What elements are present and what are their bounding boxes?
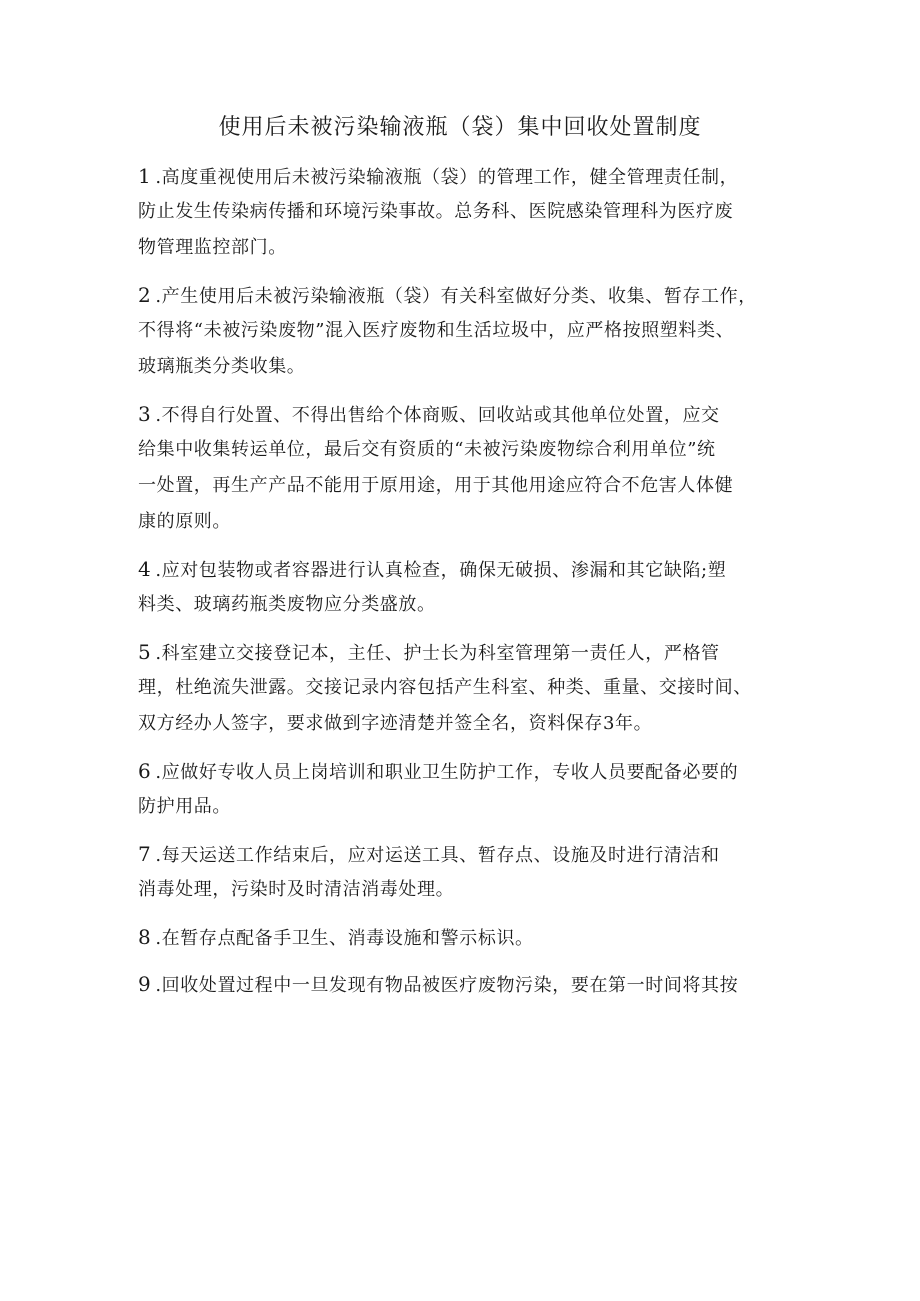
paragraph-line [138, 753, 788, 789]
paragraph-text: 理，杜绝流失泄露。交接记录内容包括产生科室、种类、重量、交接时间、 [138, 677, 752, 698]
paragraph-line [138, 468, 788, 504]
paragraph-9 [138, 966, 788, 1002]
paragraph-line [138, 230, 788, 266]
document-title: 使用后未被污染输液瓶（袋）集中回收处置制度 [218, 115, 702, 140]
paragraph-text: 不得将“未被污染废物”混入医疗废物和生活垃圾中，应严格按照塑料类、 [138, 320, 735, 341]
paragraph-text: .应做好专收人员上岗培训和职业卫生防护工作，专收人员要配备必要的 [155, 762, 739, 783]
paragraph-text: 防止发生传染病传播和环境污染事故。总务科、医院感染管理科为医疗废 [138, 201, 734, 222]
paragraph-text: .产生使用后未被污染输液瓶（袋）有关科室做好分类、收集、暂存工作， [155, 286, 757, 307]
paragraph-2 [138, 277, 788, 385]
paragraph-text: .科室建立交接登记本，主任、护士长为科室管理第一责任人，严格管 [155, 643, 720, 664]
paragraph-4 [138, 551, 788, 623]
paragraph-number: 7 [138, 842, 152, 866]
paragraph-line [138, 313, 788, 349]
paragraph-line [138, 836, 788, 872]
paragraph-text: .不得自行处置、不得出售给个体商贩、回收站或其他单位处置，应交 [155, 405, 720, 426]
paragraph-text: .在暂存点配备手卫生、消毒设施和警示标识。 [155, 928, 534, 949]
paragraph-text: .应对包装物或者容器进行认真检查，确保无破损、渗漏和其它缺陷;塑 [155, 560, 727, 581]
paragraph-line [138, 706, 788, 742]
paragraph-number: 9 [138, 972, 152, 996]
paragraph-number: 4 [138, 557, 152, 581]
paragraph-line [138, 349, 788, 385]
paragraph-text: .高度重视使用后未被污染输液瓶（袋）的管理工作，健全管理责任制， [155, 167, 739, 188]
paragraph-8 [138, 919, 788, 955]
paragraph-number: 5 [138, 640, 152, 664]
paragraph-number: 2 [138, 283, 152, 307]
paragraph-7 [138, 836, 788, 908]
paragraph-text: 玻璃瓶类分类收集。 [138, 356, 306, 377]
paragraph-number: 6 [138, 759, 152, 783]
paragraph-text: 消毒处理，污染时及时清洁消毒处理。 [138, 879, 455, 900]
paragraph-3 [138, 396, 788, 540]
paragraph-line [138, 670, 788, 706]
paragraph-line [138, 966, 788, 1002]
paragraph-text: 双方经办人签字，要求做到字迹清楚并签全名，资料保存3年。 [138, 713, 653, 734]
paragraph-line [138, 634, 788, 670]
document-body [138, 158, 788, 1013]
paragraph-text: 防护用品。 [138, 796, 231, 817]
paragraph-text: .每天运送工作结束后，应对运送工具、暂存点、设施及时进行清洁和 [155, 845, 720, 866]
paragraph-line [138, 396, 788, 432]
paragraph-line [138, 277, 788, 313]
paragraph-line [138, 587, 788, 623]
paragraph-6 [138, 753, 788, 825]
paragraph-text: 一处置，再生产产品不能用于原用途，用于其他用途应符合不危害人体健 [138, 475, 734, 496]
paragraph-line [138, 919, 788, 955]
paragraph-line [138, 504, 788, 540]
paragraph-number: 1 [138, 164, 152, 188]
paragraph-line [138, 789, 788, 825]
paragraph-text: 康的原则。 [138, 511, 231, 532]
paragraph-text: 给集中收集转运单位，最后交有资质的“未被污染废物综合利用单位”统 [138, 439, 716, 460]
paragraph-text: 物管理监控部门。 [138, 237, 287, 258]
paragraph-text: 料类、玻璃药瓶类废物应分类盛放。 [138, 594, 436, 615]
paragraph-number: 3 [138, 402, 152, 426]
paragraph-line [138, 872, 788, 908]
paragraph-text: .回收处置过程中一旦发现有物品被医疗废物污染，要在第一时间将其按 [155, 975, 739, 996]
paragraph-5 [138, 634, 788, 742]
paragraph-line [138, 158, 788, 194]
paragraph-line [138, 194, 788, 230]
paragraph-number: 8 [138, 925, 152, 949]
paragraph-line [138, 551, 788, 587]
paragraph-line [138, 432, 788, 468]
paragraph-1 [138, 158, 788, 266]
